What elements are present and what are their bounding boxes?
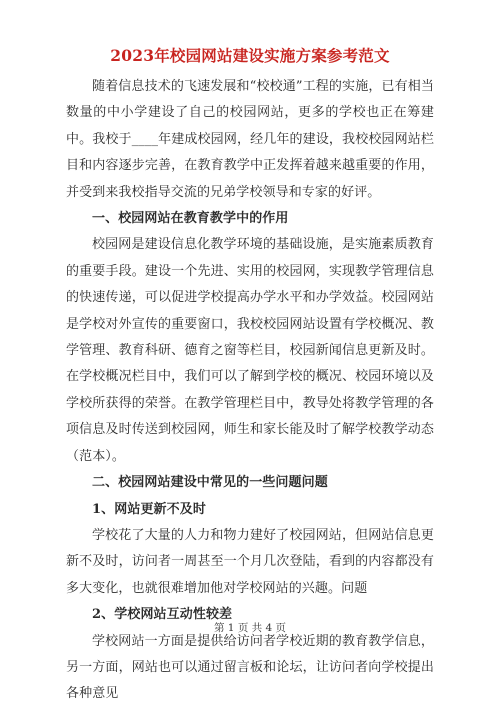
- section-heading: 一、校园网站在教育教学中的作用: [92, 211, 289, 227]
- subsection-heading: 2、学校网站互动性较差: [92, 607, 233, 623]
- body-paragraph: 学校花了大量的人力和物力建好了校园网站，但网站信息更新不及时，访问者一周甚至一个月几次登陆，看到的内容都没有多大变化，也就很难增加他对学校网站的兴趣。问题: [66, 527, 434, 596]
- document-title: 2023年校园网站建设实施方案参考范文: [110, 46, 390, 65]
- body-paragraph: 学校网站一方面是提供给访问者学校近期的教育教学信息，另一方面，网站也可以通过留言板和论坛，让访问者向学校提出各种意见: [66, 633, 434, 702]
- subsection-heading: 1、网站更新不及时: [92, 501, 206, 517]
- section-heading: 二、校园网站建设中常见的一些问题问题: [92, 475, 328, 491]
- document-body: [66, 74, 434, 708]
- body-paragraph: 随着信息技术的飞速发展和“校校通”工程的实施，已有相当数量的中小学建设了自己的校园网站，更多的学校也正在筹建中。我校于____年建成校园网，经几年的建设，我校校园网站栏目和内容逐步完善，在教育教学中正发挥着越来越重要的作用，并受到来我校指导交流的兄弟学校领导和专家的好评。: [66, 79, 434, 200]
- page-footer: 第 1 页 共 4 页: [213, 622, 287, 634]
- body-paragraph: 校园网是建设信息化教学环境的基础设施，是实施素质教育的重要手段。建设一个先进、实用的校园网，实现教学管理信息的快速传递，可以促进学校提高办学水平和办学效益。校园网站是学校对外宣传的重要窗口，我校校园网站设置有学校概况、教学管理、教育科研、德育之窗等栏目，校园新闻信息更新及时。在学校概况栏目中，我们可以了解到学校的概况、校园环境以及学校所获得的荣誉。在教学管理栏目中，教导处将教学管理的各项信息及时传送到校园网，师生和家长能及时了解学校教学动态（范本）。: [66, 237, 434, 464]
